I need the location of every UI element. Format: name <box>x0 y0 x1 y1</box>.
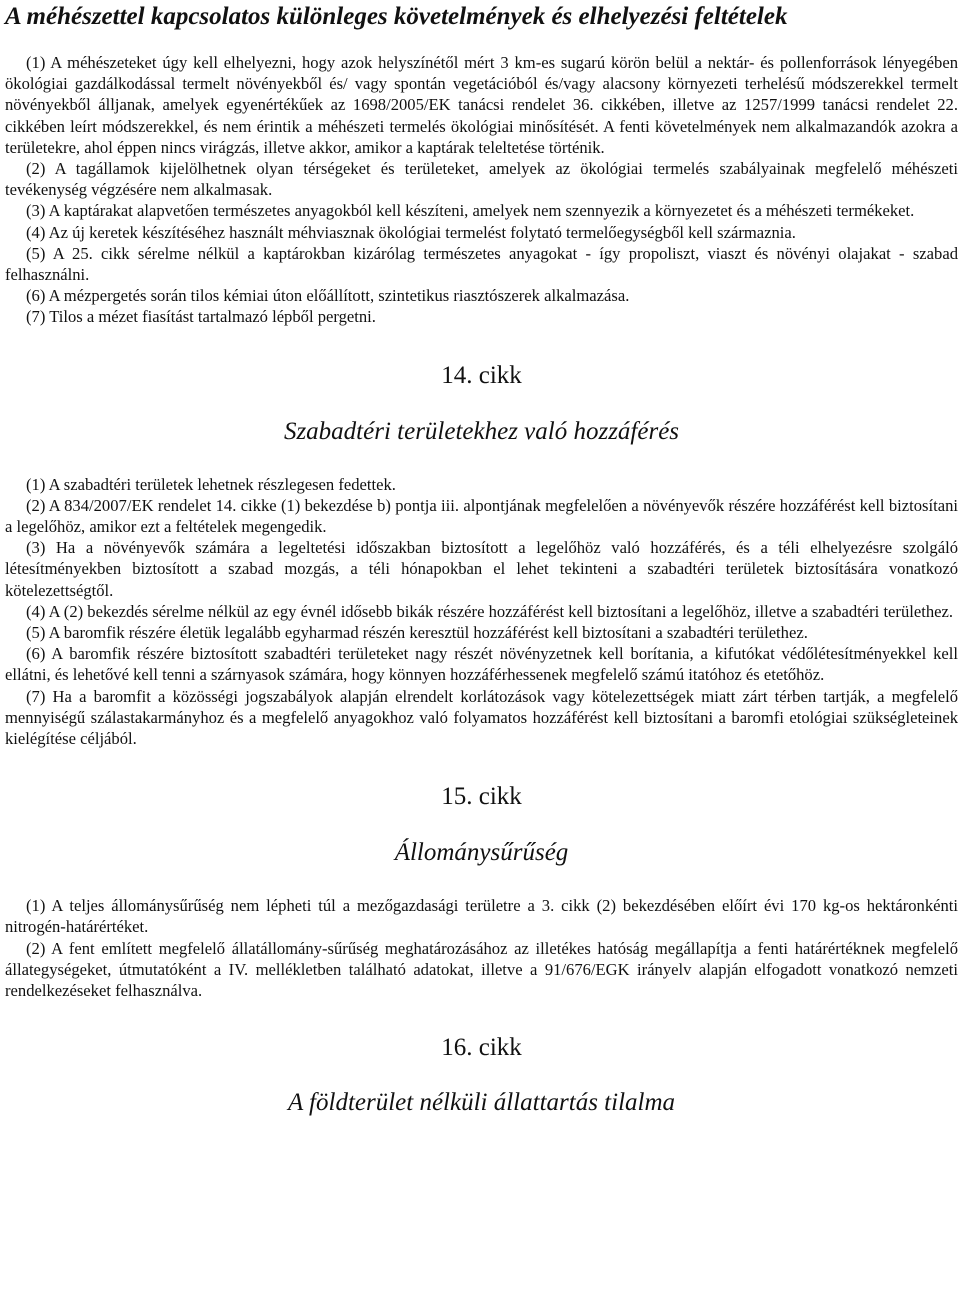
intro-section <box>5 52 958 328</box>
paragraph: (3) A kaptárakat alapvetően természetes anyagokból kell készíteni, amelyek nem szennyezik a környezetet és a méhészeti termékeket. <box>26 201 915 221</box>
paragraph: (3) Ha a növényevők számára a legeltetési időszakban biztosított a legelőhöz való hozzáférés, és a téli elhelyezésre szolgáló létesítményekben biztosított a szabad mozgás, a téli hónapokban el lehet tekinteni a szabadtéri területek biztosítására vonatkozó kötelezettségtől. <box>5 538 958 600</box>
article-title: Szabadtéri területekhez való hozzáférés <box>283 417 680 445</box>
paragraph: (6) A mézpergetés során tilos kémiai úton előállított, szintetikus riasztószerek alkalmazása. <box>26 286 630 306</box>
paragraph: (5) A baromfik részére életük legalább egyharmad részén keresztül hozzáférést kell biztosítani a szabadtéri területhez. <box>26 623 808 643</box>
paragraph: (2) A 834/2007/EK rendelet 14. cikke (1) bekezdése b) pontja iii. alpontjának megfelelően a növényevők részére hozzáférést kell biztosítani a legelőhöz, amikor ezt a feltételek megengedik. <box>5 495 958 537</box>
paragraph: (4) Az új keretek készítéséhez használt méhviasznak ökológiai termelést folytató termelőegységből kell származnia. <box>26 222 796 242</box>
article-15-body <box>5 895 958 1001</box>
article-title: A földterület nélküli állattartás tilalma <box>287 1089 676 1117</box>
paragraph: (7) Ha a baromfit a közösségi jogszabályok alapján elrendelt korlátozások vagy kötelezettségek miatt zárt térben tartják, a megfelelő mennyiségű szálastakarmányhoz és a megfelelő anyagokhoz való folyamatos hozzáférést kell biztosítani a baromfi etológiai szükségleteinek kielégítése céljából. <box>5 686 958 749</box>
document-page <box>5 0 958 1118</box>
paragraph: (1) A teljes állománysűrűség nem lépheti túl a mezőgazdasági területre a 3. cikk (2) bekezdésében előírt évi 170 kg-os hektáronkénti nitrogén-határértéket. <box>5 896 958 937</box>
article-number: 14. cikk <box>441 361 522 389</box>
article-number: 15. cikk <box>441 783 522 811</box>
article-14-body <box>5 474 958 750</box>
paragraph: (7) Tilos a mézet fiasítást tartalmazó lépből pergetni. <box>26 307 376 327</box>
paragraph: (4) A (2) bekezdés sérelme nélkül az egy évnél idősebb bikák részére hozzáférést kell biztosítani a legelőhöz, illetve a szabadtéri területhez. <box>26 601 953 621</box>
paragraph: (1) A szabadtéri területek lehetnek részlegesen fedettek. <box>26 474 396 494</box>
paragraph: (5) A 25. cikk sérelme nélkül a kaptárokban kizárólag természetes anyagokat - így propoliszt, viaszt és növényi olajakat - szabad felhasználni. <box>5 243 958 285</box>
paragraph: (1) A méhészeteket úgy kell elhelyezni, hogy azok helyszínétől mért 3 km-es sugarú körön belül a nektár- és pollenforrások lényegében ökológiai gazdálkodással termelt növényekből és/ vagy spontán vegetációból és/vagy alacsony környezeti terhelésű módszerekkel termelt növényekből álljanak, amelyek egyenértékűek az 1698/2005/EK tanácsi rendelet 36. cikkében, illetve az 1257/1999 tanácsi rendelet 22. cikkében leírt módszerekkel, és nem érintik a méhészeti termelés ökológiai minősítését. A fenti követelmények nem alkalmazandók azokra a területekre, ahol éppen nincs virágzás, illetve akkor, amikor a kaptárak teleltetése történik. <box>5 53 958 157</box>
article-title: Állománysűrűség <box>394 839 569 867</box>
paragraph: (2) A fent említett megfelelő állatállomány-sűrűség meghatározásához az illetékes hatóság megállapítja a fenti határértéknek megfelelő állategységeket, útmutatóként a IV. mellékletben található adatokat, illetve a 91/676/EGK irányelv alapján elfogadott vonatkozó nemzeti rendelkezéseket felhasználva. <box>5 938 958 1001</box>
article-number: 16. cikk <box>441 1034 522 1062</box>
section-heading: A méhészettel kapcsolatos különleges követelmények és elhelyezési feltételek <box>5 3 788 30</box>
paragraph: (2) A tagállamok kijelölhetnek olyan térségeket és területeket, amelyek az ökológiai termelés szabályainak megfelelő méhészeti tevékenység végzésére nem alkalmasak. <box>5 159 958 200</box>
paragraph: (6) A baromfik részére biztosított szabadtéri területeket nagy részét növényzetnek kell borítania, a kifutókat védőlétesítményekkel kell ellátni, és lehetővé kell tenni a szárnyasok számára, hogy könnyen hozzáférhessenek megfelelő számú itatóhoz és etetőhöz. <box>5 644 958 685</box>
